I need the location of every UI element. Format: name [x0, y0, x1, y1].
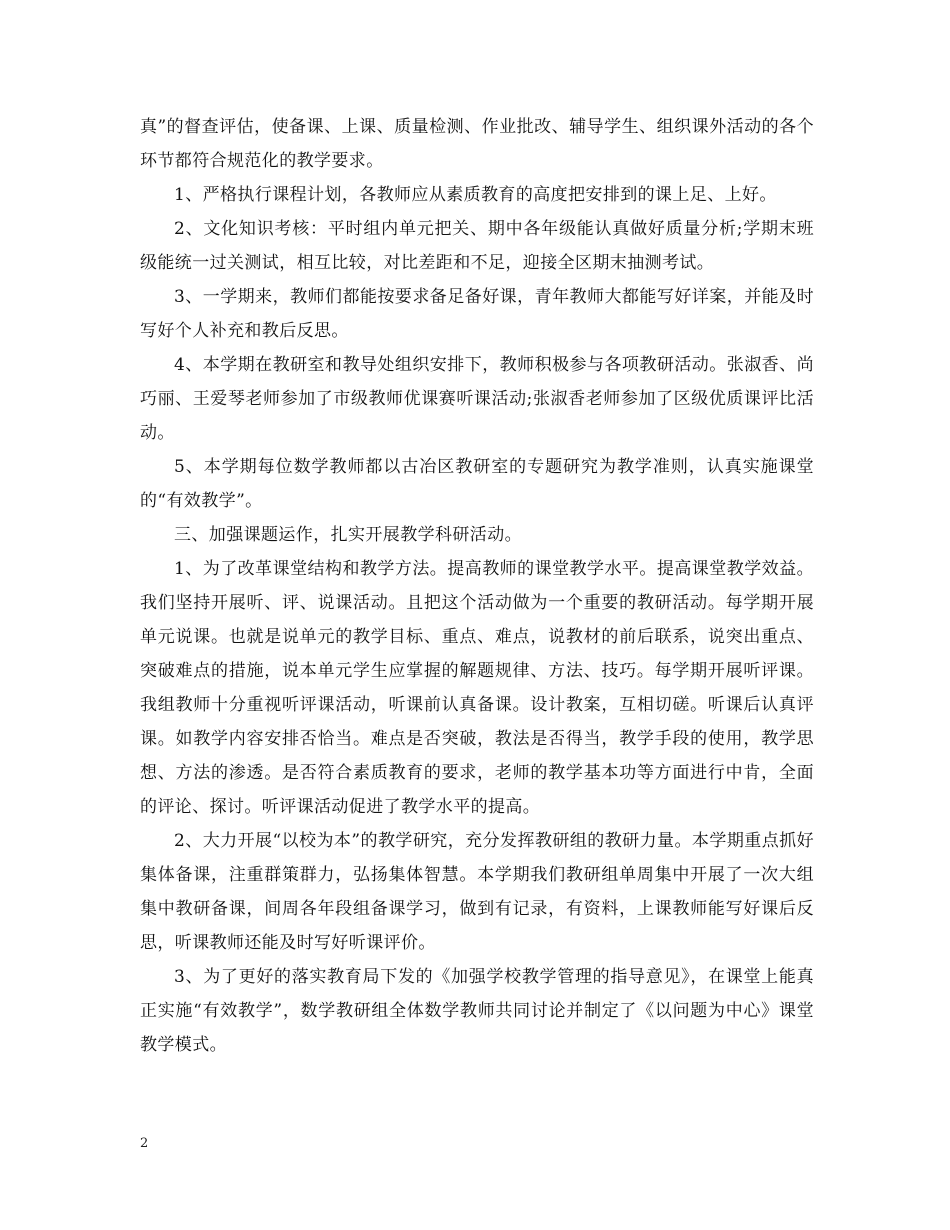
paragraph-item-4: 4、本学期在教研室和教导处组织安排下，教师积极参与各项教研活动。张淑香、尚巧丽、王爱琴老师参加了市级教师优课赛听课活动;张淑香老师参加了区级优质课评比活动。 [140, 355, 814, 443]
paragraph-research-2: 2、大力开展“以校为本”的教学研究，充分发挥教研组的教研力量。本学期重点抓好集体备课，注重群策群力，弘扬集体智慧。本学期我们教研组单周集中开展了一次大组集中教研备课，间周各年段组备课学习，做到有记录，有资料，上课教师能写好课后反思，听课教师还能及时写好听课评价。 [140, 831, 814, 953]
paragraph-item-3: 3、一学期来，教师们都能按要求备足备好课，青年教师大都能写好详案，并能及时写好个人补充和教后反思。 [140, 287, 814, 341]
page-number: 2 [140, 1136, 149, 1151]
paragraph-item-2: 2、文化知识考核：平时组内单元把关、期中各年级能认真做好质量分析;学期末班级能统一过关测试，相互比较，对比差距和不足，迎接全区期末抽测考试。 [140, 219, 814, 273]
paragraph-continuation: 真”的督查评估，使备课、上课、质量检测、作业批改、辅导学生、组织课外活动的各个环节都符合规范化的教学要求。 [140, 117, 814, 171]
paragraph-research-1: 1、为了改革课堂结构和教学方法。提高教师的课堂教学水平。提高课堂教学效益。我们坚持开展听、评、说课活动。且把这个活动做为一个重要的教研活动。每学期开展单元说课。也就是说单元的教学目标、重点、难点，说教材的前后联系，说突出重点、突破难点的措施，说本单元学生应掌握的解题规律、方法、技巧。每学期开展听评课。我组教师十分重视听评课活动，听课前认真备课。设计教案，互相切磋。听课后认真评课。如教学内容安排否恰当。难点是否突破，教法是否得当，教学手段的使用，教学思想、方法的渗透。是否符合素质教育的要求，老师的教学基本功等方面进行中肯，全面的评论、探讨。听评课活动促进了教学水平的提高。 [140, 559, 814, 817]
body-text [140, 110, 814, 1062]
section-heading-3: 三、加强课题运作，扎实开展教学科研活动。 [174, 525, 522, 545]
paragraph-item-1: 1、严格执行课程计划，各教师应从素质教育的高度把安排到的课上足、上好。 [174, 185, 777, 205]
paragraph-item-5: 5、本学期每位数学教师都以古冶区教研室的专题研究为教学准则，认真实施课堂的“有效教学”。 [140, 457, 814, 511]
paragraph-research-3: 3、为了更好的落实教育局下发的《加强学校教学管理的指导意见》，在课堂上能真正实施“有效教学”，数学教研组全体数学教师共同讨论并制定了《以问题为中心》课堂教学模式。 [140, 967, 814, 1055]
